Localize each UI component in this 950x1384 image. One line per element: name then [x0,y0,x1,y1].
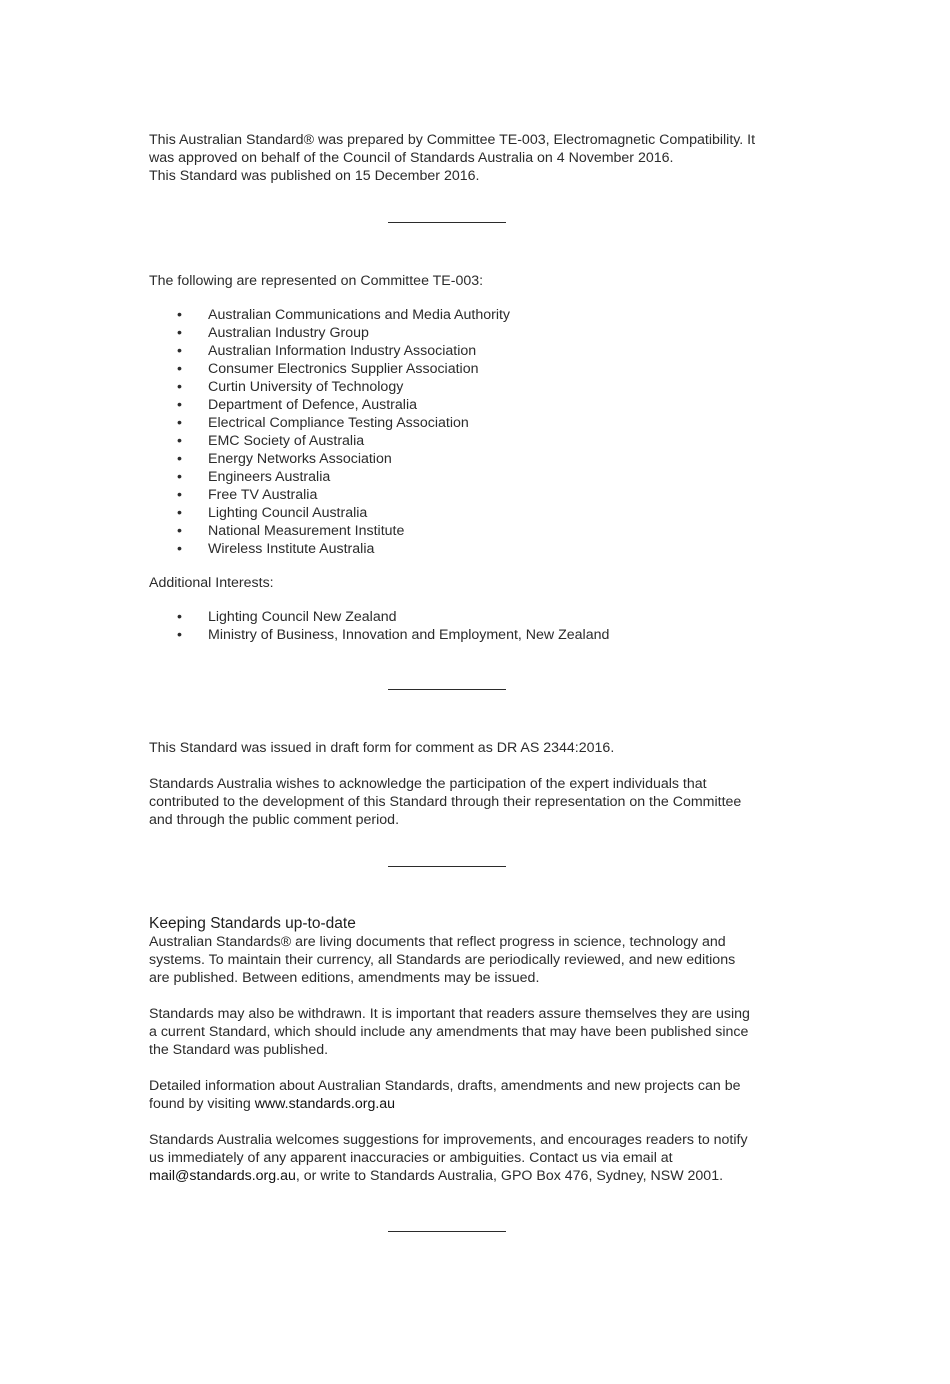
withdrawn-paragraph: Standards may also be withdrawn. It is important that readers assure themselves they are using a current Standard, which should include any amendments that may have been published since the Standard was published. [149,1006,750,1058]
list-item [149,626,759,644]
bullet-icon: • [177,451,182,467]
committee-member: National Measurement Institute [208,523,405,539]
list-item [149,486,759,504]
committee-member: Consumer Electronics Supplier Association [208,361,479,377]
section-divider [388,866,506,867]
bullet-icon: • [177,343,182,359]
bullet-icon: • [177,361,182,377]
living-documents-paragraph: Australian Standards® are living documents that reflect progress in science, technology and systems. To maintain their currency, all Standards are periodically reviewed, and new editions are published. Between editions, amendments may be issued. [149,934,736,986]
committee-member: Engineers Australia [208,469,331,485]
document-page [149,131,759,1232]
committee-member: Australian Communications and Media Authority [208,307,511,323]
bullet-icon: • [177,487,182,503]
committee-member: Lighting Council Australia [208,505,368,521]
contact-text-before: Standards Australia welcomes suggestions for improvements, and encourages readers to notify us immediately of any apparent inaccuracies or ambiguities. Contact us via email at [149,1132,748,1166]
bullet-icon: • [177,541,182,557]
detailed-info-text: Detailed information about Australian Standards, drafts, amendments and new projects can be found by visiting [149,1078,741,1112]
committee-member: Australian Industry Group [208,325,369,341]
acknowledgement-paragraph: Standards Australia wishes to acknowledge the participation of the expert individuals that contributed to the development of this Standard through their representation on the Committee and through the public comment period. [149,776,742,828]
additional-interests-list [149,608,759,644]
bullet-icon: • [177,397,182,413]
detailed-info-paragraph [149,1077,759,1113]
list-item [149,468,759,486]
additional-interest: Lighting Council New Zealand [208,609,397,625]
list-item [149,450,759,468]
committee-member: Wireless Institute Australia [208,541,375,557]
committee-member: EMC Society of Australia [208,433,365,449]
section-divider [388,222,506,223]
list-item [149,504,759,522]
draft-issued-text: This Standard was issued in draft form for comment as DR AS 2344:2016. [149,740,615,756]
approval-paragraph: This Australian Standard® was prepared by Committee TE-003, Electromagnetic Compatibility. It was approved on behalf of the Council of Standards Australia on 4 November 2016. [149,132,756,166]
list-item [149,324,759,342]
bullet-icon: • [177,627,182,643]
contact-text-after: , or write to Standards Australia, GPO Box 476, Sydney, NSW 2001. [295,1168,724,1184]
list-item [149,608,759,626]
committee-member: Electrical Compliance Testing Association [208,415,469,431]
list-item [149,522,759,540]
committee-member: Energy Networks Association [208,451,392,467]
committee-member-list [149,306,759,558]
bullet-icon: • [177,505,182,521]
committee-intro: The following are represented on Committee TE-003: [149,273,484,289]
list-item [149,360,759,378]
committee-member: Curtin University of Technology [208,379,404,395]
section-divider [388,689,506,690]
list-item [149,396,759,414]
additional-interest: Ministry of Business, Innovation and Employment, New Zealand [208,627,610,643]
additional-interests-label: Additional Interests: [149,575,274,591]
committee-member: Free TV Australia [208,487,318,503]
bullet-icon: • [177,609,182,625]
bullet-icon: • [177,469,182,485]
published-date-text: This Standard was published on 15 December 2016. [149,168,480,184]
bullet-icon: • [177,415,182,431]
list-item [149,432,759,450]
email-link[interactable]: mail@standards.org.au [149,1168,296,1184]
bullet-icon: • [177,523,182,539]
bullet-icon: • [177,433,182,449]
bullet-icon: • [177,307,182,323]
bullet-icon: • [177,379,182,395]
section-heading: Keeping Standards up-to-date [149,915,356,932]
list-item [149,378,759,396]
website-link[interactable]: www.standards.org.au [254,1096,396,1112]
list-item [149,342,759,360]
section-divider [388,1231,506,1232]
bullet-icon: • [177,325,182,341]
committee-member: Australian Information Industry Association [208,343,477,359]
committee-member: Department of Defence, Australia [208,397,417,413]
list-item [149,540,759,558]
list-item [149,414,759,432]
contact-paragraph [149,1131,759,1185]
list-item [149,306,759,324]
